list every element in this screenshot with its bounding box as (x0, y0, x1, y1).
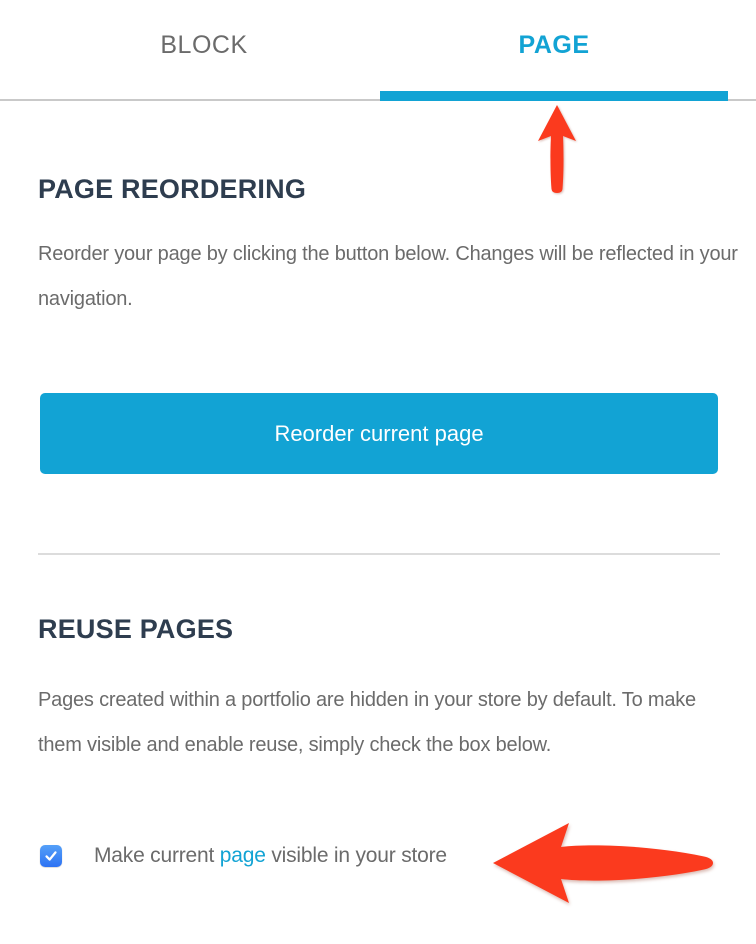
store-visibility-row (40, 844, 447, 868)
store-visibility-label (94, 844, 447, 868)
tab-page[interactable]: PAGE (518, 31, 590, 59)
reuse-pages-description: Pages created within a portfolio are hidden in your store by default. To make them visible and enable reuse, simply check the box below. (38, 689, 696, 756)
active-tab-underline (380, 91, 728, 101)
tab-block[interactable]: BLOCK (160, 31, 248, 59)
label-prefix: Make current (94, 844, 220, 867)
reorder-current-page-button[interactable]: Reorder current page (40, 393, 718, 474)
store-visibility-checkbox[interactable] (40, 845, 62, 867)
reuse-pages-title: REUSE PAGES (38, 614, 234, 644)
page-link[interactable]: page (219, 844, 266, 867)
page-reordering-description: Reorder your page by clicking the button below. Changes will be reflected in your navigation. (38, 243, 738, 310)
red-arrow-up-icon (536, 103, 578, 195)
section-divider (38, 553, 720, 555)
red-arrow-left-icon (490, 820, 722, 906)
page-reordering-title: PAGE REORDERING (38, 174, 307, 204)
checkmark-icon (43, 848, 59, 864)
label-suffix: visible in your store (265, 844, 447, 867)
tab-bar (0, 0, 756, 101)
